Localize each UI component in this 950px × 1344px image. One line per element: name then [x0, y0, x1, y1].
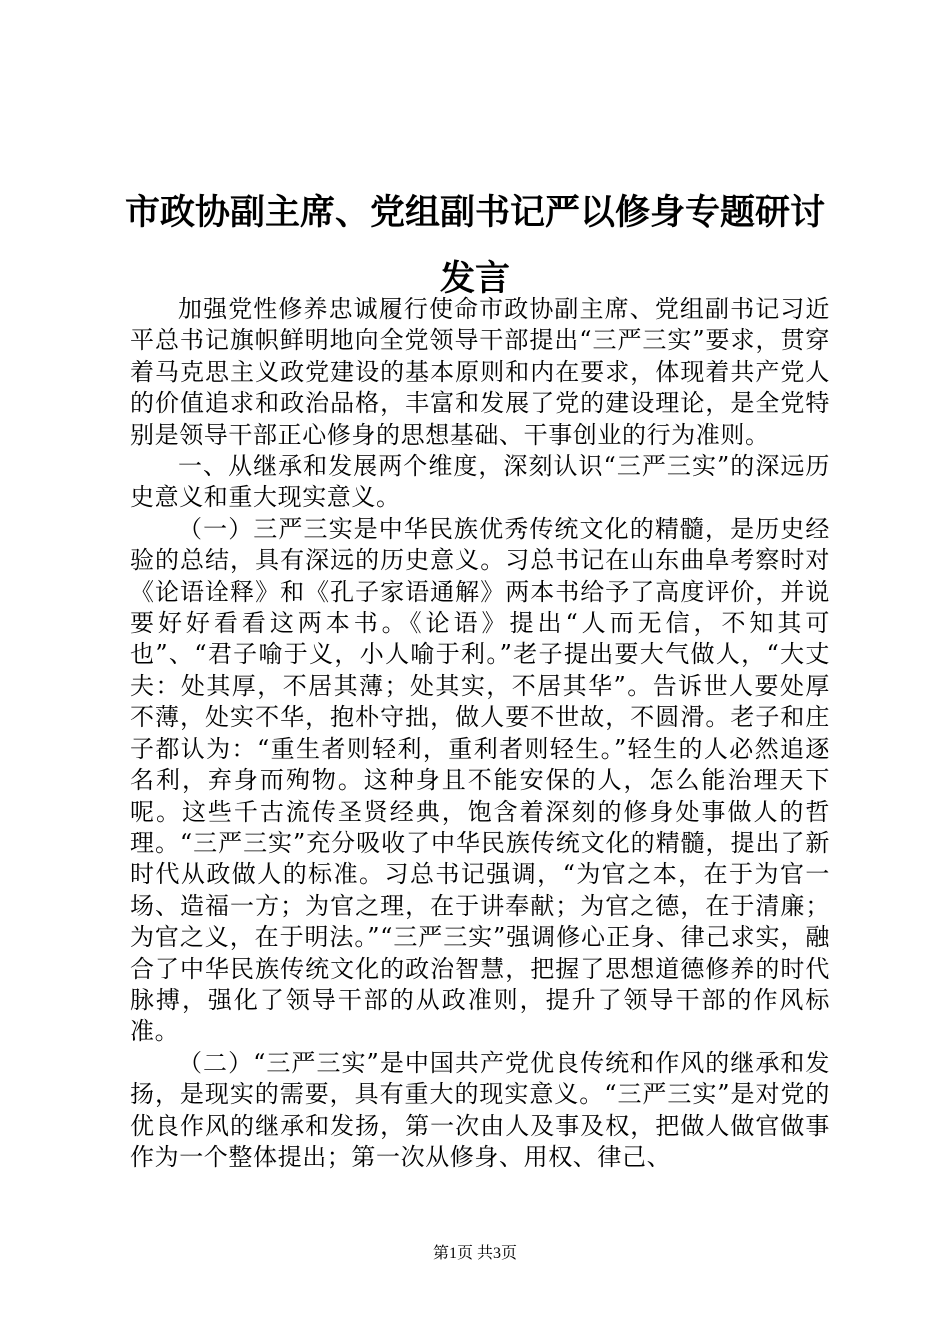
paragraph-subsection-one: （一）三严三实是中华民族优秀传统文化的精髓，是历史经验的总结，具有深远的历史意义。习总书记在山东曲阜考察时对《论语诠释》和《孔子家语通解》两本书给予了高度评价，并说要好好看看这两本书。《论语》提出“人而无信，不知其可也”、“君子喻于义，小人喻于利。”老子提出要大气做人，“大丈夫：处其厚，不居其薄；处其实，不居其华”。告诉世人要处厚不薄，处实不华，抱朴守拙，做人要不世故，不圆滑。老子和庄子都认为：“重生者则轻利，重利者则轻生。”轻生的人必然追逐名利，弃身而殉物。这种身且不能安保的人，怎么能治理天下呢。这些千古流传圣贤经典，饱含着深刻的修身处事做人的哲理。“三严三实”充分吸收了中华民族传统文化的精髓，提出了新时代从政做人的标准。习总书记强调，“为官之本，在于为官一场、造福一方；为官之理，在于讲奉献；为官之德，在于清廉；为官之义，在于明法。”“三严三实”强调修心正身、律己求实，融合了中华民族传统文化的政治智慧，把握了思想道德修养的时代脉搏，强化了领导干部的从政准则，提升了领导干部的作风标准。	[130, 514, 830, 1046]
document-title: 市政协副主席、党组副书记严以修身专题研讨发言	[124, 193, 825, 299]
paragraph-intro: 加强党性修养忠诚履行使命市政协副主席、党组副书记习近平总书记旗帜鲜明地向全党领导干部提出“三严三实”要求，贯穿着马克思主义政党建设的基本原则和内在要求，体现着共产党人的价值追求和政治品格，丰富和发展了党的建设理论，是全党特别是领导干部正心修身的思想基础、干事创业的行为准则。	[130, 295, 830, 449]
page-footer: 第1页 共3页	[432, 1245, 517, 1262]
paragraph-subsection-two: （二）“三严三实”是中国共产党优良传统和作风的继承和发扬，是现实的需要，具有重大的现实意义。“三严三实”是对党的优良作风的继承和发扬，第一次由人及事及权，把做人做官做事作为一个整体提出；第一次从修身、用权、律己、	[130, 1048, 830, 1171]
document-body	[130, 294, 830, 1173]
paragraph-section-one: 一、从继承和发展两个维度，深刻认识“三严三实”的深远历史意义和重大现实意义。	[130, 452, 830, 512]
